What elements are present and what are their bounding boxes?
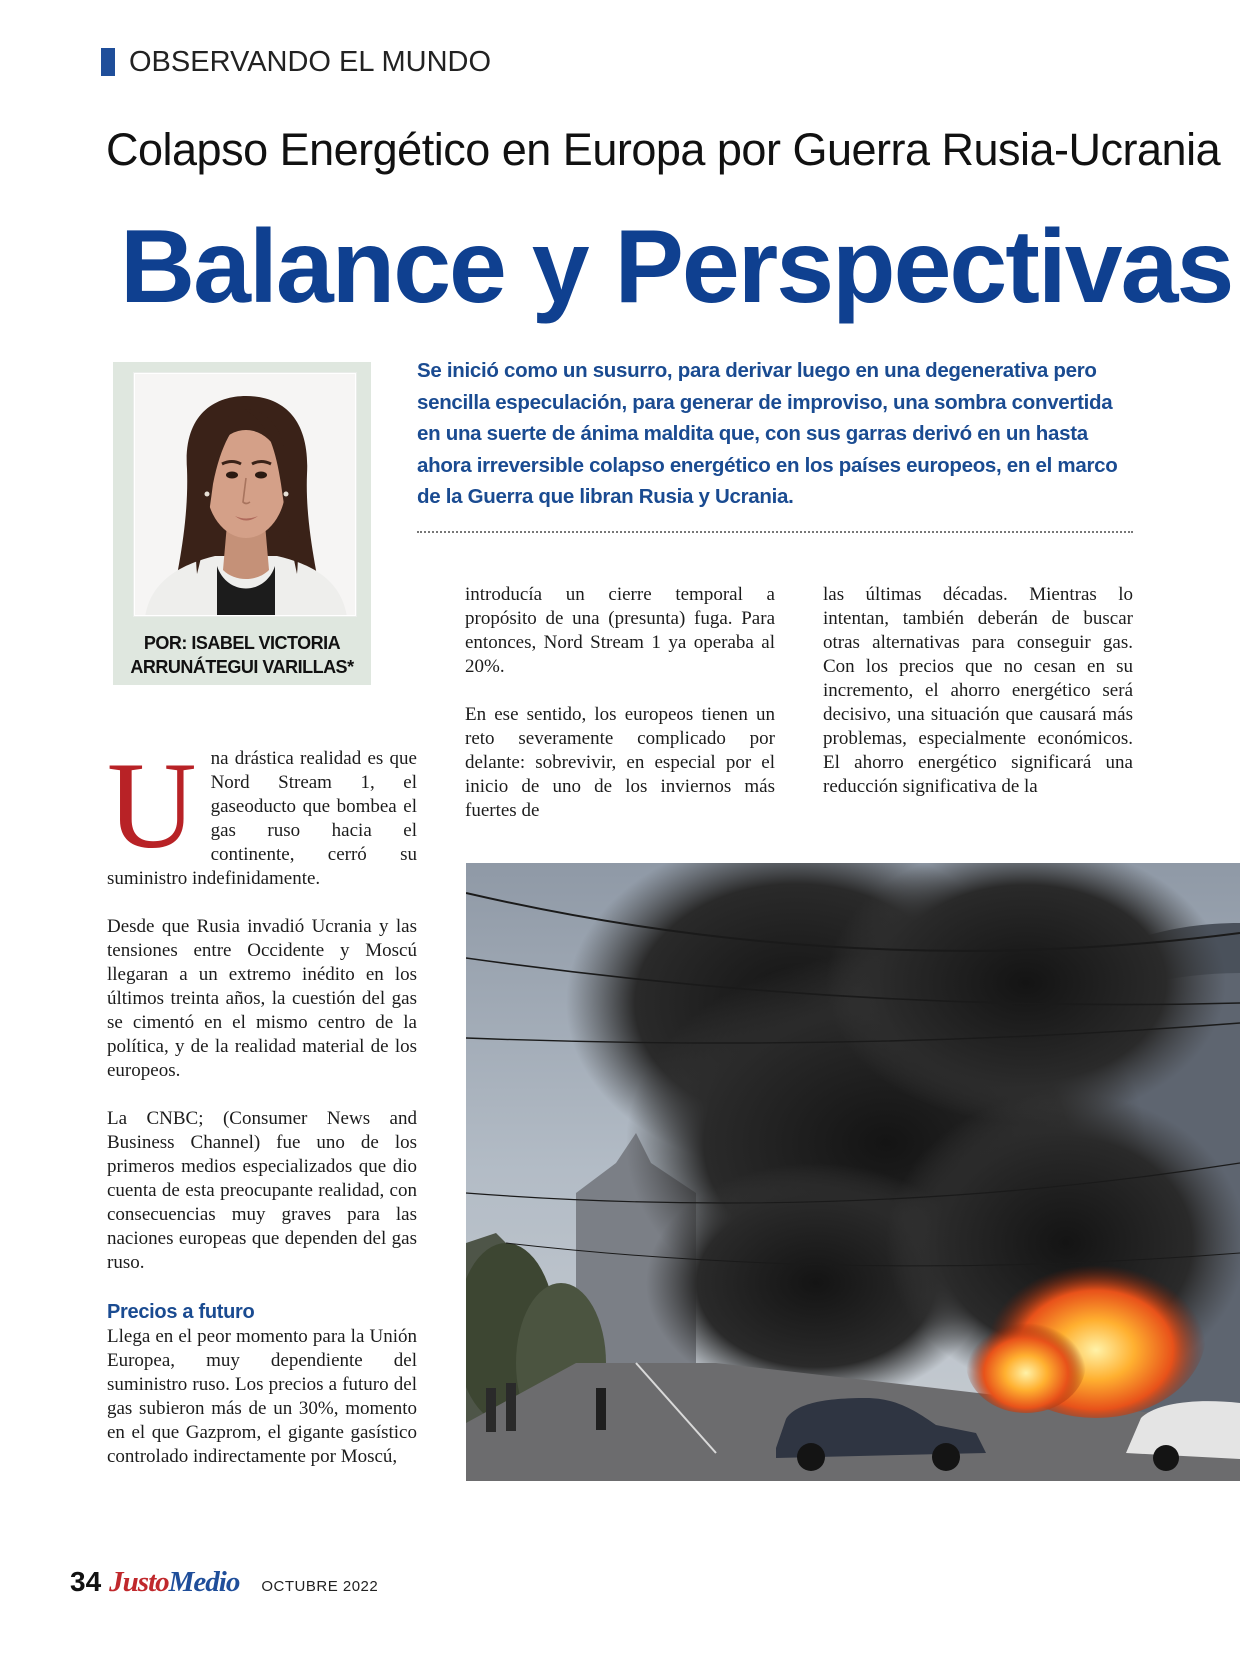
page-number: 34 bbox=[70, 1566, 102, 1597]
subheading-precios: Precios a futuro bbox=[107, 1301, 255, 1323]
column-3 bbox=[823, 583, 1133, 823]
issue-date: OCTUBRE 2022 bbox=[261, 1578, 379, 1595]
column-2 bbox=[465, 583, 775, 847]
drop-cap: U bbox=[107, 737, 197, 874]
author-name-line2: ARRUNÁTEGUI VARILLAS* bbox=[130, 657, 354, 677]
article-headline: Balance y Perspectivas bbox=[120, 209, 1233, 325]
article-lead: Se inició como un susurro, para derivar luego en una degenerativa pero sencilla especulación, para generar de improviso, una sombra convertida en una suerte de ánima maldita que, con sus garras derivó en un hasta ahora irreversible colapso energético en los países europeos, en el marco de la Guerra que libran Rusia y Ucrania. bbox=[417, 359, 1118, 508]
section-label: OBSERVANDO EL MUNDO bbox=[129, 45, 492, 78]
paragraph-4: Llega en el peor momento para la Unión Europea, muy dependiente del suministro ruso. Los precios a futuro del gas subieron más de un 30%, momento en el que Gazprom, el gigante gasístico controlado indirectamente por Moscú, bbox=[107, 1326, 417, 1467]
author-box bbox=[113, 362, 371, 685]
author-caption bbox=[113, 631, 371, 679]
paragraph-1 bbox=[107, 737, 417, 891]
column-1 bbox=[107, 737, 417, 1493]
paragraph-7: las últimas décadas. Mientras lo intentan, también deberán de buscar otras alternativas para conseguir gas. Con los precios que no cesan en su incremento, el ahorro energético será decisivo, una situación que causará más problemas, especialmente económicos. El ahorro energético significará una reducción significativa de la bbox=[823, 584, 1133, 797]
lead-divider bbox=[417, 531, 1133, 533]
paragraph-2: Desde que Rusia invadió Ucrania y las tensiones entre Occidente y Moscú llegaran a un extremo inédito en los últimos treinta años, la cuestión del gas se cimentó en el mismo centro de la política, y de la realidad material de los europeos. bbox=[107, 916, 417, 1081]
paragraph-1-text: na drástica realidad es que Nord Stream 1, el gaseoducto que bombea el gas ruso hacia el continente, cerró su suministro indefinidamente. bbox=[107, 748, 417, 889]
author-photo bbox=[134, 373, 356, 616]
brand-logo-part1: Justo bbox=[109, 1566, 169, 1598]
paragraph-5: introducía un cierre temporal a propósito de una (presunta) fuga. Para entonces, Nord Stream 1 ya operaba al 20%. bbox=[465, 584, 775, 677]
author-portrait-image bbox=[135, 374, 356, 616]
page-footer bbox=[70, 1566, 378, 1602]
section-header bbox=[101, 47, 491, 77]
brand-logo-part2: Medio bbox=[168, 1566, 240, 1598]
section-bar bbox=[101, 48, 115, 76]
author-name-line1: POR: ISABEL VICTORIA bbox=[143, 633, 341, 653]
article-photo bbox=[466, 863, 1240, 1481]
street-fire-smoke-image bbox=[466, 863, 1240, 1481]
paragraph-3: La CNBC; (Consumer News and Business Channel) fue uno de los primeros medios especializados que dio cuenta de esta preocupante realidad, con consecuencias muy graves para las naciones europeas que dependen del gas ruso. bbox=[107, 1108, 417, 1273]
paragraph-6: En ese sentido, los europeos tienen un reto severamente complicado por delante: sobrevivir, en especial por el inicio de uno de los inviernos más fuertes de bbox=[465, 704, 775, 821]
article-kicker: Colapso Energético en Europa por Guerra Rusia-Ucrania bbox=[106, 124, 1221, 175]
